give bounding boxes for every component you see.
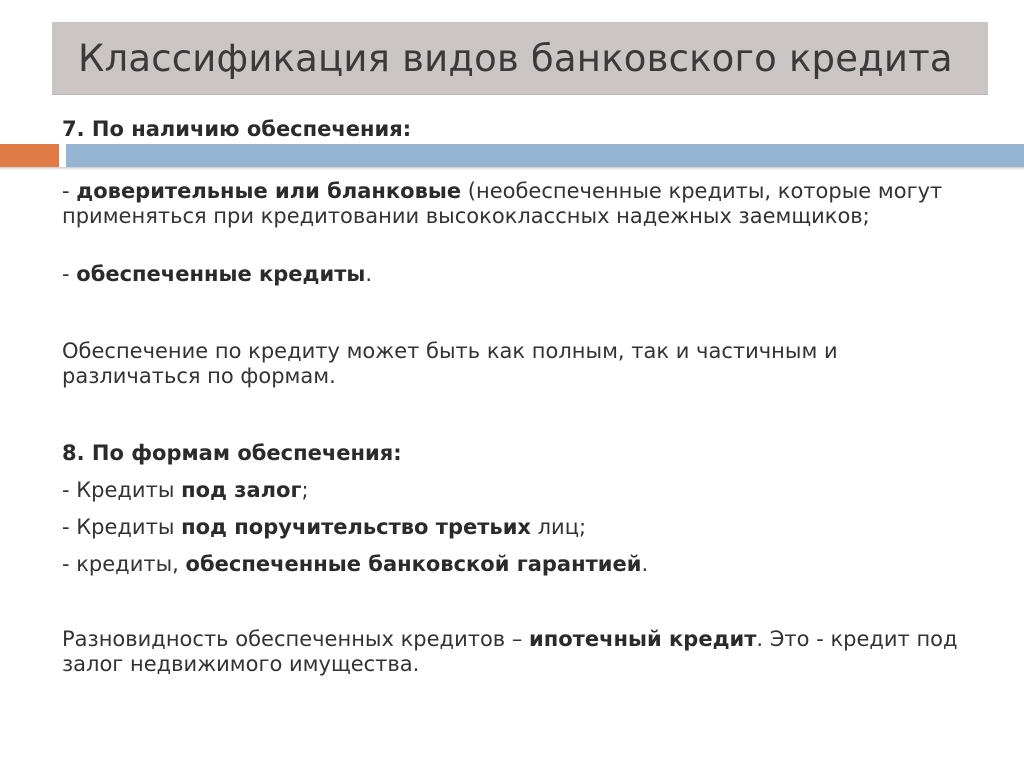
section-7-item-2: - обеспеченные кредиты. <box>62 262 373 286</box>
section-8-item-2: - Кредиты под поручительство третьих лиц; <box>62 515 587 539</box>
section-8-heading: 8. По формам обеспечения: <box>62 441 402 465</box>
section-7-heading: 7. По наличию обеспечения: <box>62 117 412 141</box>
slide-title: Классификация видов банковского кредита <box>78 36 953 80</box>
accent-bar-orange <box>0 144 59 167</box>
title-bar <box>52 22 988 95</box>
accent-bar-blue <box>66 144 1024 167</box>
section-7-item-1: - доверительные или бланковые (необеспеченные кредиты, которые могут применяться при кредитовании высококлассных надежных заемщиков; <box>62 179 943 228</box>
section-8-item-3: - кредиты, обеспеченные банковской гарантией. <box>62 552 649 576</box>
section-8-item-1: - Кредиты под залог; <box>62 478 309 502</box>
accent-bar-shadow <box>0 167 1024 170</box>
paragraph-collateral: Обеспечение по кредиту может быть как полным, так и частичным и различаться по формам. <box>62 339 838 388</box>
paragraph-mortgage: Разновидность обеспеченных кредитов – ипотечный кредит. Это - кредит под залог недвижимого имущества. <box>62 627 958 676</box>
